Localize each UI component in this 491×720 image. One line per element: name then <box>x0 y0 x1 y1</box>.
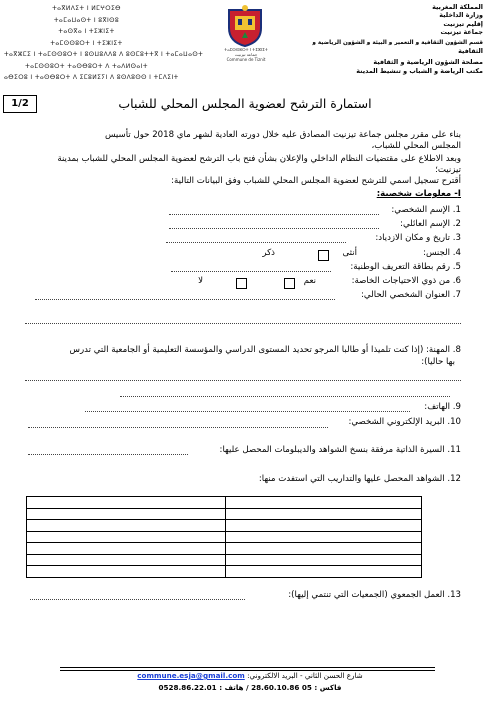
special-needs-no-checkbox[interactable] <box>236 278 247 289</box>
gender-female-label: أنثى <box>342 248 357 258</box>
table-row <box>27 543 422 555</box>
logo-caption-line: ⵜⴰⵎⵙⵙⵓⵔⵜ ⵏ ⵜⵉⵣⵏⵉⵜ <box>224 47 268 52</box>
header-line: ⵜⴰⴳⵍⴷⵉⵜ ⵏ ⵍⵎⵖⵔⵉⴱ <box>52 5 121 12</box>
crest-icon <box>221 4 269 48</box>
table-cell[interactable] <box>226 531 422 543</box>
table-cell[interactable] <box>27 508 226 520</box>
field-id-label: 5. رقم بطاقة التعريف الوطنية: <box>350 262 461 272</box>
header-line: مصلحة الشؤون الرياضية و الثقافية <box>373 58 483 67</box>
gender-female-checkbox[interactable] <box>318 250 329 261</box>
special-needs-yes-checkbox[interactable] <box>284 278 295 289</box>
phone-input[interactable] <box>85 411 410 412</box>
table-cell[interactable] <box>27 543 226 555</box>
intro-line: المجلس المحلي للشباب، <box>371 141 461 151</box>
table-cell[interactable] <box>27 520 226 532</box>
field-address-label: 7. العنوان الشخصي الحالي: <box>361 290 461 300</box>
header-line: وزارة الداخلية <box>439 11 483 20</box>
cv-input[interactable] <box>28 454 188 455</box>
field-cv-label: 11. السيرة الذاتية مرفقة بنسخ الشواهد والديبلومات المحصل عليها: <box>219 445 461 455</box>
table-row <box>27 520 422 532</box>
birth-input[interactable] <box>166 242 346 243</box>
table-cell[interactable] <box>226 497 422 509</box>
form-title: استمارة الترشح لعضوية المجلس المحلي للشباب <box>118 96 372 111</box>
table-row <box>27 554 422 566</box>
footer-email-line <box>100 671 400 680</box>
id-input[interactable] <box>171 271 331 272</box>
logo-caption <box>212 47 280 62</box>
table-row <box>27 531 422 543</box>
header-line: ⵜⴰⵎⵙⵙⵓⵔⵜ ⵜⴰⵙⴱⵓⵔⵜ ⴷ ⵜⴰⴷⵍⵙⴰⵏⵜ <box>25 62 148 70</box>
address-input-line2[interactable] <box>25 323 461 324</box>
table-cell[interactable] <box>27 554 226 566</box>
field-gender-label: 4. الجنس: <box>423 248 461 258</box>
logo-caption-line: Commune de Tiznit <box>226 57 266 62</box>
certificates-table <box>26 496 422 578</box>
last-name-input[interactable] <box>169 228 379 229</box>
table-cell[interactable] <box>226 520 422 532</box>
first-name-input[interactable] <box>169 214 379 215</box>
field-certificates-label: 12. الشواهد المحصل عليها والتداريب التي استفدت منها: <box>258 474 461 484</box>
header-left-tifinagh <box>4 3 204 84</box>
field-last-name-label: 2. الإسم العائلي: <box>400 219 461 229</box>
intro-line: بناء على مقرر مجلس جماعة تيزنيت المصادق عليه خلال دورته العادية لشهر ماي 2018 حول تأسيس <box>104 130 461 140</box>
special-needs-no-label: لا <box>198 276 203 286</box>
header-line: ⵜⴰⴳⵣⵎⵉ ⵏ ⵜⴰⵎⵙⵙⵓⵔⵜ ⵏ ⵓⵙⵡⵓⴷⴷⵓ ⴷ ⵓⵙⵎⵓⵜⵜⴳ ⵏ ⵜⴰⵎⴰⵡⴰⵙⵜ <box>4 51 204 58</box>
intro-line: أقترح تسجيل اسمي للترشح لعضوية المجلس المحلي للشباب وفق البيانات التالية: <box>171 176 461 186</box>
table-row <box>27 508 422 520</box>
table-cell[interactable] <box>226 508 422 520</box>
header-line: قسم الشؤون الثقافية و التعمير و البيئة و الشؤون الرياضية و <box>312 39 483 46</box>
special-needs-yes-label: نعم <box>303 276 316 286</box>
field-profession-label-cont: بها حاليا): <box>421 357 455 367</box>
associations-input[interactable] <box>30 599 245 600</box>
table-row <box>27 497 422 509</box>
header-line: إقليم تيزنيت <box>443 19 483 28</box>
field-birth-label: 3. تاريخ و مكان الازدياد: <box>375 233 461 243</box>
header-line: مكتب الرياضة و الشباب و تنشيط المدينة <box>356 66 483 75</box>
table-cell[interactable] <box>27 566 226 578</box>
field-associations-label: 13. العمل الجمعوي (الجمعيات التي تنتمي إليها): <box>288 590 461 600</box>
email-input[interactable] <box>28 427 328 428</box>
header-line: الثقافية <box>458 47 483 56</box>
footer-email-link[interactable]: commune.esja@gmail.com <box>137 671 245 680</box>
field-email-label: 10. البريد الإلكتروني الشخصي: <box>348 417 461 427</box>
table-cell[interactable] <box>226 554 422 566</box>
table-cell[interactable] <box>27 531 226 543</box>
header-line: جماعة تيزنيت <box>440 28 483 37</box>
profession-input-line2[interactable] <box>120 396 450 397</box>
page-indicator: 1/2 <box>3 95 37 113</box>
header-line: ⵜⴰⵎⴰⵡⴰⵙⵜ ⵏ ⵓⴳⵏⵙⵓ <box>53 16 120 24</box>
intro-line: وبعد الاطلاع على مقتضيات النظام الداخلي والإعلان بشأن فتح باب الترشح لعضوية المجلس المحلي للشباب بمدينة <box>57 154 461 164</box>
header-line: المملكة المغربية <box>432 3 483 11</box>
header-line: ⵜⴰⵎⵙⵙⵓⵔⵜ ⵏ ⵜⵉⵣⵏⵉⵜ <box>50 39 123 47</box>
section-heading: I- معلومات شخصية: <box>376 189 461 199</box>
logo-caption-line: جماعة تيزنيت <box>234 52 258 57</box>
header-line: ⵜⴰⵙⴳⴰ ⵏ ⵜⵉⵣⵏⵉⵜ <box>58 28 115 35</box>
address-input[interactable] <box>35 299 335 300</box>
table-cell[interactable] <box>27 497 226 509</box>
header-right-arabic <box>303 3 483 75</box>
commune-logo <box>221 4 269 48</box>
table-cell[interactable] <box>226 543 422 555</box>
footer-address: شارع الحسن الثاني - البريد الالكتروني: <box>247 671 363 680</box>
table-row <box>27 566 422 578</box>
field-phone-label: 9. الهاتف: <box>424 402 461 412</box>
footer-phones: فاكس : 05 28.60.10.86 / هاتف : 0528.86.22.01 <box>158 683 342 692</box>
intro-line: تيزنيت؛ <box>435 165 461 175</box>
header-line: ⴰⴱⵉⵔⵓ ⵏ ⵜⴰⵙⴱⵓⵔⵜ ⴷ ⵉⵎⵓⵍⵉⵢⵏ ⴷ ⵓⵙⴷⵓⵙⵙ ⵏ ⵜⵎⴷⵉⵏⵜ <box>4 74 179 81</box>
gender-male-label: ذكر <box>262 248 275 258</box>
table-cell[interactable] <box>226 566 422 578</box>
field-first-name-label: 1. الإسم الشخصي: <box>391 205 461 215</box>
profession-input[interactable] <box>25 380 461 381</box>
field-profession-label: 8. المهنة: (إذا كنت تلميذا أو طالبا المرجو تحديد المستوى الدراسي والمؤسسة التعليمية أو الجامعية التي تدرس <box>69 345 461 355</box>
field-special-needs-label: 6. من ذوي الاحتياجات الخاصة: <box>351 276 461 286</box>
